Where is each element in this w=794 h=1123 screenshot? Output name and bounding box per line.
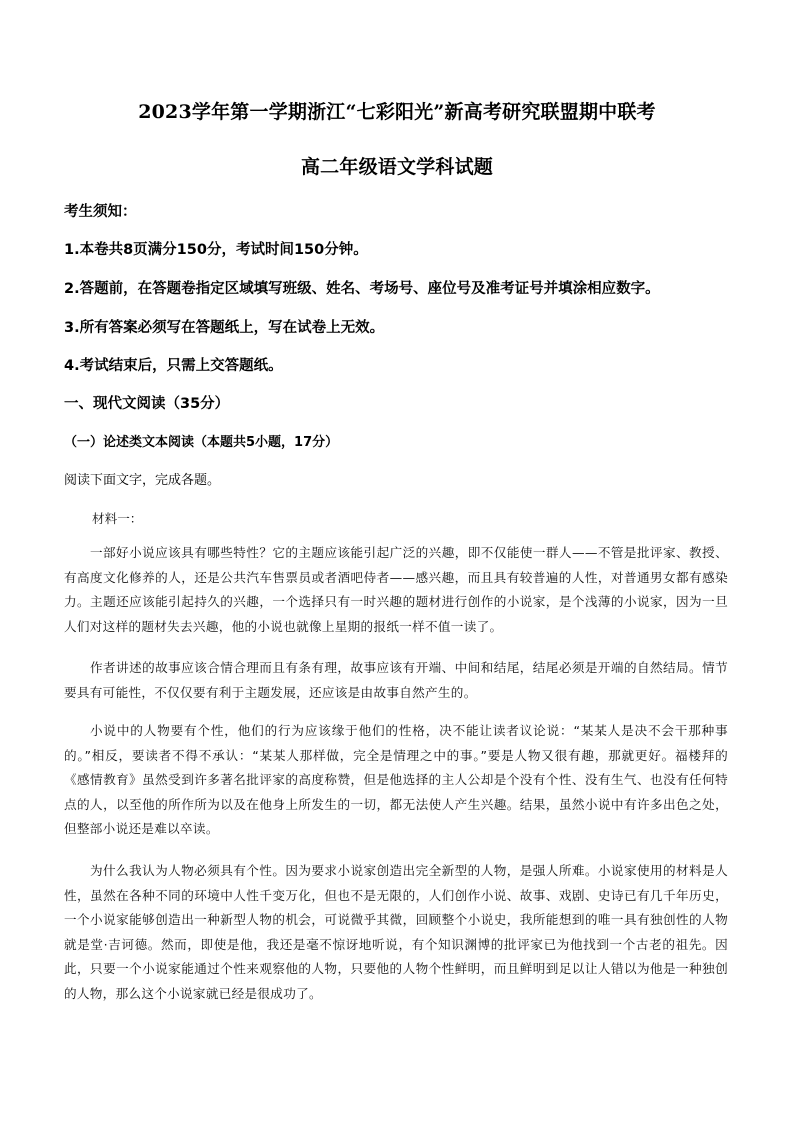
exam-subtitle: 高二年级语文学科试题 [300,156,493,178]
paragraph-1: 一部好小说应该具有哪些特性？它的主题应该能引起广泛的兴趣，即不仅能使一群人——不管是批评家、教授、有高度文化修养的人，还是公共汽车售票员或者酒吧侍者——感兴趣，而且具有较普遍的人性，对普通男女都有感染力。主题还应该能引起持久的兴趣，一个选择只有一时兴趣的题材进行创作的小说家，是个浅薄的小说家，因为一旦人们对这样的题材失去兴趣，他的小说也就像上星期的报纸一样不值一读了。 [64,545,728,634]
notice-item-1: 1.本卷共8页满分150分，考试时间150分钟。 [64,242,368,258]
section-subheading: （一）论述类文本阅读（本题共5小题，17分） [64,435,339,450]
notice-item-2: 2.答题前，在答题卷指定区域填写班级、姓名、考场号、座位号及准考证号并填涂相应数字。 [64,281,660,297]
notice-item-3: 3.所有答案必须写在答题纸上，写在试卷上无效。 [64,320,385,336]
paragraph-4: 为什么我认为人物必须具有个性。因为要求小说家创造出完全新型的人物，是强人所难。小说家使用的材料是人性，虽然在各种不同的环境中人性千变万化，但也不是无限的，人们创作小说、故事、戏剧、史诗已有几千年历史，一个小说家能够创造出一种新型人物的机会，可说微乎其微，回顾整个小说史，我所能想到的唯一具有独创性的人物就是堂·吉诃德。然而，即使是他，我还是毫不惊讶地听说，有个知识渊博的批评家已为他找到一个古老的祖先。因此，只要一个小说家能通过个性来观察他的人物，只要他的人物个性鲜明，而且鲜明到足以让人错以为他是一种独创的人物，那么这个小说家就已经是很成功了。 [64,863,728,1001]
notice-item-4: 4.考试结束后，只需上交答题纸。 [64,358,283,374]
notice-heading: 考生须知： [64,204,137,220]
section-heading: 一、现代文阅读（35分） [64,396,230,412]
exam-title: 2023学年第一学期浙江“七彩阳光”新高考研究联盟期中联考 [138,101,656,123]
material-label: 材料一： [92,511,143,526]
reading-instruction: 阅读下面文字，完成各题。 [64,473,221,488]
paragraph-2: 作者讲述的故事应该合情合理而且有条有理，故事应该有开端、中间和结尾，结尾必须是开端的自然结局。情节要具有可能性，不仅仅要有利于主题发展，还应该是由故事自然产生的。 [64,660,728,700]
paragraph-3: 小说中的人物要有个性，他们的行为应该缘于他们的性格，决不能让读者议论说：“某某人是决不会干那种事的。”相反，要读者不得不承认：“某某人那样做，完全是情理之中的事。”要是人物又很有趣，那就更好。福楼拜的《感情教育》虽然受到许多著名批评家的高度称赞，但是他选择的主人公却是个没有个性、没有生气、也没有任何特点的人，以至他的所作所为以及在他身上所发生的一切，都无法使人产生兴趣。结果，虽然小说中有许多出色之处，但整部小说还是难以卒读。 [64,723,728,836]
